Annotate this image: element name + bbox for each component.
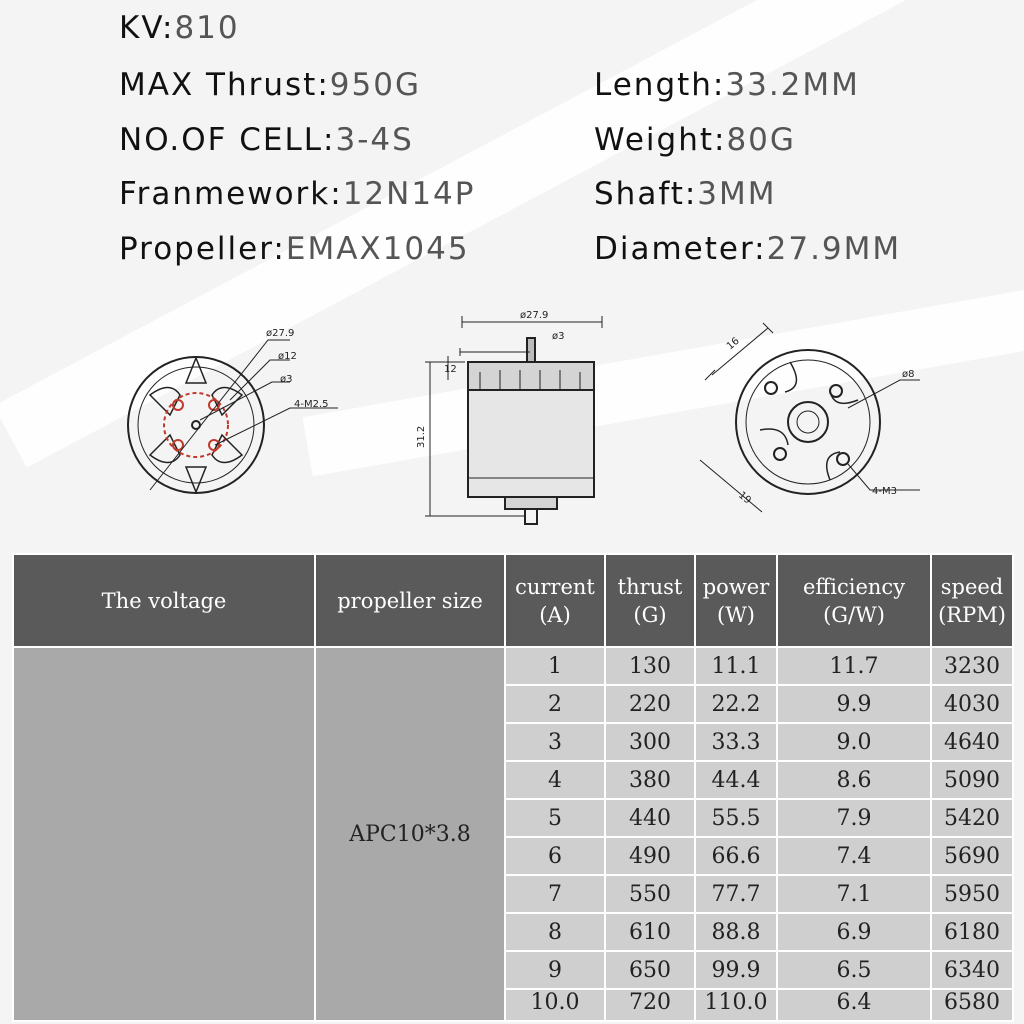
header-efficiency: efficiency (G/W): [777, 554, 931, 647]
cell-power: 55.5: [695, 799, 777, 837]
back-center-label: ø8: [902, 369, 915, 380]
cell-efficiency: 7.9: [777, 799, 931, 837]
cell-efficiency: 9.9: [777, 685, 931, 723]
cell-thrust: 490: [605, 837, 695, 875]
cell-current: 8: [505, 913, 605, 951]
front-screws-label: 4-M2.5: [294, 399, 329, 410]
spec-diameter: Diameter:27.9MM: [594, 231, 902, 267]
cell-current: 7: [505, 875, 605, 913]
back-screws-label: 4-M3: [872, 486, 897, 497]
cell-thrust: 130: [605, 647, 695, 685]
cell-efficiency: 7.1: [777, 875, 931, 913]
header-propeller-size: propeller size: [315, 554, 505, 647]
spec-propeller-value: EMAX1045: [285, 231, 470, 267]
side-view-drawing: [425, 316, 602, 524]
performance-table: [12, 553, 1014, 1022]
back-spacing-label: 19: [736, 489, 753, 507]
side-height-label: 31.2: [416, 425, 427, 448]
front-view-drawing: [128, 340, 338, 493]
cell-current: 6: [505, 837, 605, 875]
table-header-row: [13, 554, 1013, 647]
spec-length-value: 33.2MM: [725, 67, 860, 103]
cell-current: 9: [505, 951, 605, 989]
cell-efficiency: 7.4: [777, 837, 931, 875]
voltage-cell: [13, 647, 315, 1021]
spec-weight: Weight:80G: [594, 122, 796, 158]
front-d3-label: ø3: [280, 374, 293, 385]
cell-speed: 5950: [931, 875, 1013, 913]
cell-power: 44.4: [695, 761, 777, 799]
cell-current: 4: [505, 761, 605, 799]
cell-thrust: 220: [605, 685, 695, 723]
cell-speed: 6180: [931, 913, 1013, 951]
table-row: [13, 647, 1013, 685]
cell-thrust: 650: [605, 951, 695, 989]
header-speed: speed (RPM): [931, 554, 1013, 647]
cell-thrust: 720: [605, 989, 695, 1021]
spec-cells: NO.OF CELL:3-4S: [119, 122, 414, 158]
technical-drawings: [0, 300, 1024, 545]
cell-thrust: 610: [605, 913, 695, 951]
cell-thrust: 440: [605, 799, 695, 837]
cell-speed: 5690: [931, 837, 1013, 875]
spec-propeller: Propeller:EMAX1045: [119, 231, 470, 267]
spec-kv: KV:810: [119, 10, 240, 46]
spec-shaft: Shaft:3MM: [594, 176, 777, 212]
side-shaft-label: ø3: [552, 331, 565, 342]
cell-power: 11.1: [695, 647, 777, 685]
cell-speed: 4640: [931, 723, 1013, 761]
header-power: power (W): [695, 554, 777, 647]
cell-power: 66.6: [695, 837, 777, 875]
back-bolt-label: 16: [724, 335, 742, 353]
header-voltage: The voltage: [13, 554, 315, 647]
spec-weight-value: 80G: [726, 122, 796, 158]
front-d1-label: ø27.9: [266, 328, 295, 339]
cell-efficiency: 6.9: [777, 913, 931, 951]
cell-efficiency: 8.6: [777, 761, 931, 799]
cell-thrust: 300: [605, 723, 695, 761]
spec-cells-value: 3-4S: [335, 122, 414, 158]
cell-thrust: 380: [605, 761, 695, 799]
cell-current: 2: [505, 685, 605, 723]
header-current: current (A): [505, 554, 605, 647]
spec-kv-value: 810: [174, 10, 240, 46]
cell-power: 88.8: [695, 913, 777, 951]
cell-current: 3: [505, 723, 605, 761]
cell-power: 22.2: [695, 685, 777, 723]
cell-efficiency: 11.7: [777, 647, 931, 685]
cell-power: 33.3: [695, 723, 777, 761]
spec-framework: Franmework:12N14P: [119, 176, 476, 212]
spec-diameter-value: 27.9MM: [766, 231, 902, 267]
cell-power: 99.9: [695, 951, 777, 989]
cell-thrust: 550: [605, 875, 695, 913]
cell-efficiency: 9.0: [777, 723, 931, 761]
side-width-label: ø27.9: [520, 310, 549, 321]
cell-speed: 5420: [931, 799, 1013, 837]
spec-max-thrust: MAX Thrust:950G: [119, 67, 421, 103]
spec-length: Length:33.2MM: [594, 67, 860, 103]
cell-current: 1: [505, 647, 605, 685]
spec-framework-value: 12N14P: [342, 176, 476, 212]
cell-speed: 4030: [931, 685, 1013, 723]
front-d2-label: ø12: [278, 351, 297, 362]
cell-power: 77.7: [695, 875, 777, 913]
cell-efficiency: 6.4: [777, 989, 931, 1021]
spec-shaft-value: 3MM: [697, 176, 777, 212]
cell-speed: 5090: [931, 761, 1013, 799]
cell-efficiency: 6.5: [777, 951, 931, 989]
cell-speed: 6580: [931, 989, 1013, 1021]
cell-current: 5: [505, 799, 605, 837]
header-thrust: thrust (G): [605, 554, 695, 647]
propeller-cell: APC10*3.8: [315, 647, 505, 1021]
spec-max-thrust-value: 950G: [329, 67, 421, 103]
cell-current: 10.0: [505, 989, 605, 1021]
cell-power: 110.0: [695, 989, 777, 1021]
side-shaft-len-label: 12: [444, 364, 457, 375]
cell-speed: 3230: [931, 647, 1013, 685]
cell-speed: 6340: [931, 951, 1013, 989]
